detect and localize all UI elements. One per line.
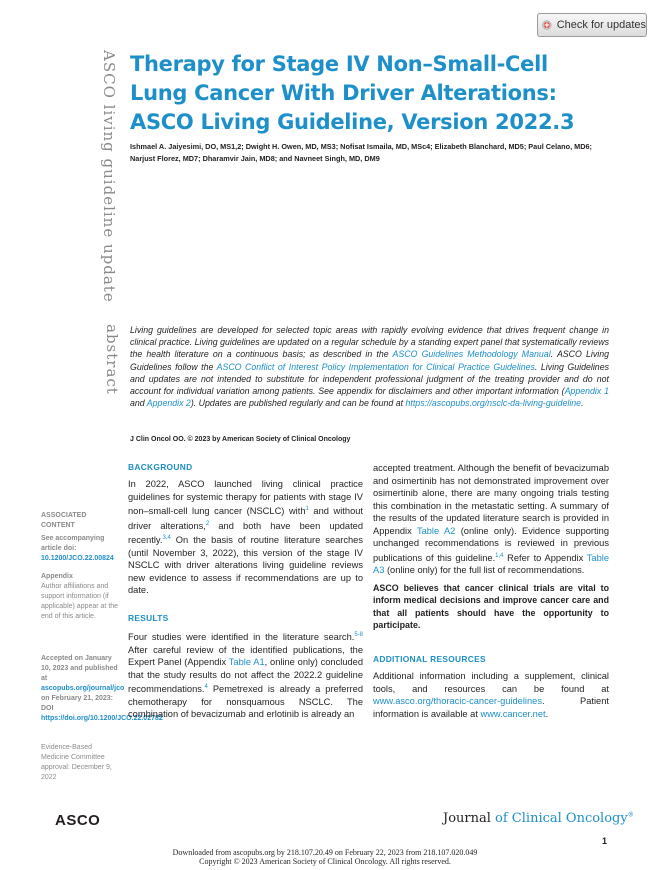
- paragraph-text: Four studies were identified in the literature search.: [128, 632, 355, 643]
- page-number: 1: [602, 836, 608, 846]
- author-names: Ishmael A. Jaiyesimi, DO, MS1,2; Dwight H. Owen, MD, MS3; Nofisat Ismaila, MD, MSc4; Elizabeth Blanchard, MD5; Paul Celano, MD6; Narjust Florez, MD7; Dharamvir Jain, MD8; and Navneet Singh, MD, DM9: [130, 142, 592, 163]
- appendix-2-link[interactable]: Appendix 2: [146, 398, 191, 409]
- paragraph-text: and both have been updated recently.: [128, 520, 363, 546]
- continued-text: [373, 462, 609, 577]
- doi-link[interactable]: https://doi.org/10.1200/JCO.22.02782: [41, 715, 163, 722]
- results-heading: RESULTS: [128, 613, 169, 623]
- appendix-1-link[interactable]: Appendix 1: [564, 386, 609, 397]
- reference-superscript[interactable]: 4: [204, 684, 208, 691]
- paragraph-text: accepted treatment. Although the benefit of bevacizumab and osimertinib has not demonstrated improvement over osimertinib alone, there are many ongoing trials testing this combination in the metastatic setting. A summary of the results of the updated literature search is provided in Appendix: [373, 463, 609, 536]
- paragraph-text: In 2022, ASCO launched living clinical practice guidelines for systemic therapy for patients with stage IV non–small-cell lung cancer (NSCLC) with: [128, 479, 363, 517]
- author-list: [130, 141, 610, 165]
- journal-name-rest: of Clinical Oncology: [490, 811, 628, 826]
- abstract-text-part: . ASCO Living Guidelines follow the: [130, 349, 610, 372]
- sidebar-approval: Evidence-Based Medicine Committee approval: December 9, 2022: [41, 744, 112, 781]
- paragraph-text: On the basis of routine literature searches (until November 3, 2022), this version of the stage IV NSCLC with driver alterations living guideline reviews new evidence to assess if recommendations are up to date.: [128, 535, 363, 596]
- paragraph-text: Refer to Appendix: [503, 552, 587, 563]
- table-a1-link[interactable]: Table A1: [228, 657, 265, 668]
- registered-mark: ®: [627, 811, 634, 819]
- accepted-text: Accepted on January 10, 2023 and published at: [41, 655, 118, 682]
- abstract-text-part: ). Updates are published regularly and can be found at: [190, 398, 406, 409]
- reference-superscript[interactable]: 3,4: [162, 535, 171, 542]
- journal-citation: J Clin Oncol OO. © 2023 by American Society of Clinical Oncology: [130, 436, 351, 443]
- clinical-trials-statement: ASCO believes that cancer clinical trials are vital to inform medical decisions and improve cancer care and that all patients should have the opportunity to participate.: [373, 582, 609, 631]
- abstract-text: [130, 324, 609, 409]
- crossmark-icon: [542, 16, 552, 34]
- conflict-of-interest-link[interactable]: ASCO Conflict of Interest Policy Implementation for Clinical Practice Guidelines: [216, 361, 535, 372]
- table-a2-link[interactable]: Table A2: [416, 525, 456, 536]
- paragraph-text: (online only). Evidence supporting unchanged recommendations is reviewed in previous publications of this guideline.: [373, 525, 609, 563]
- appendix-label: Appendix: [41, 573, 73, 580]
- article-title: Therapy for Stage IV Non–Small-Cell Lung Cancer With Driver Alterations: ASCO Living Guideline, Version 2022.3: [130, 52, 575, 134]
- paragraph-text: and without driver alterations,: [128, 506, 363, 531]
- paragraph-text: Pemetrexed is already a preferred chemotherapy for nonsquamous NSCLC. The combination of bevacizumab and erlotinib is already an: [128, 684, 363, 720]
- abstract-text-part: Living guidelines are developed for selected topic areas with rapidly evolving evidence that drives frequent change in clinical practice. Living guidelines are updated on a regular schedule by a standing expert panel that systematically reviews the health literature on a continuous basis; as described in the: [130, 325, 609, 360]
- associated-content-label: ASSOCIATED CONTENT: [41, 512, 87, 529]
- check-for-updates-label: Check for updates: [556, 19, 646, 31]
- asco-logo: ASCO: [55, 812, 101, 829]
- paragraph-text: (online only) for the full list of recommendations.: [384, 565, 585, 576]
- download-notice: Downloaded from ascopubs.org by 218.107.20.49 on February 22, 2023 from 218.107.020.049: [172, 848, 478, 857]
- appendix-text: Author affiliations and support information (if applicable) appear at the end of this article.: [41, 583, 119, 620]
- paragraph-text: .: [545, 708, 549, 719]
- abstract-side-label: abstract: [103, 324, 121, 395]
- abstract-text-part: . Living Guidelines and updates are not intended to substitute for independent professional judgment of the treating provider and do not account for individual variation among patients. See appendix for disclaimers and other important information (: [130, 361, 609, 397]
- reference-superscript[interactable]: 1: [305, 506, 309, 512]
- reference-superscript[interactable]: 1,4: [495, 552, 504, 559]
- reference-superscript[interactable]: 5-8: [354, 632, 363, 638]
- journal-site-link[interactable]: ascopubs.org/journal/jco: [41, 685, 125, 692]
- sidebar-accepted: [41, 654, 163, 724]
- right-column: [373, 462, 609, 632]
- sidebar-associated-content: [41, 511, 121, 564]
- journal-logo: [443, 811, 634, 826]
- check-for-updates-button[interactable]: [537, 13, 647, 37]
- asco-guidelines-link[interactable]: www.asco.org/thoracic-cancer-guidelines: [373, 696, 542, 706]
- reference-superscript[interactable]: 2: [205, 520, 210, 527]
- paragraph-text: . Patient information is available at: [373, 696, 609, 719]
- results-text: [128, 629, 363, 721]
- accompanying-article-link[interactable]: 10.1200/JCO.22.00824: [41, 555, 114, 562]
- cancer-net-link[interactable]: www.cancer.net: [480, 708, 546, 719]
- background-heading: BACKGROUND: [128, 462, 193, 472]
- additional-resources-section: [373, 654, 609, 720]
- table-a3-link[interactable]: Table A3: [373, 552, 610, 576]
- background-section: [128, 462, 363, 597]
- paragraph-text: After careful review of the identified publications, the Expert Panel (Appendix: [128, 644, 363, 668]
- paragraph-text: Additional information including a supplement, clinical tools, and resources can be found at: [373, 671, 609, 694]
- accepted-text-2: on February 21, 2023: DOI: [41, 695, 113, 712]
- paragraph-text: , online only) concluded that the study results do not affect the 2022.2 guideline recommendations.: [128, 657, 364, 695]
- methodology-manual-link[interactable]: ASCO Guidelines Methodology Manual: [392, 349, 551, 360]
- section-type-label: ASCO living guideline update: [100, 50, 118, 303]
- journal-word: Journal: [443, 811, 491, 826]
- background-text: [128, 478, 363, 597]
- accompanying-text: See accompanying article doi:: [41, 535, 105, 552]
- copyright-notice: Copyright © 2023 American Society of Clinical Oncology. All rights reserved.: [199, 857, 451, 866]
- additional-resources-heading: ADDITIONAL RESOURCES: [373, 654, 486, 664]
- abstract-text-part: .: [581, 398, 584, 409]
- sidebar-appendix: [41, 572, 121, 622]
- abstract-text-part: and: [130, 398, 147, 409]
- living-guideline-link[interactable]: https://ascopubs.org/nsclc-da-living-guideline: [405, 398, 582, 409]
- results-section: [128, 613, 363, 721]
- additional-resources-text: [373, 670, 609, 720]
